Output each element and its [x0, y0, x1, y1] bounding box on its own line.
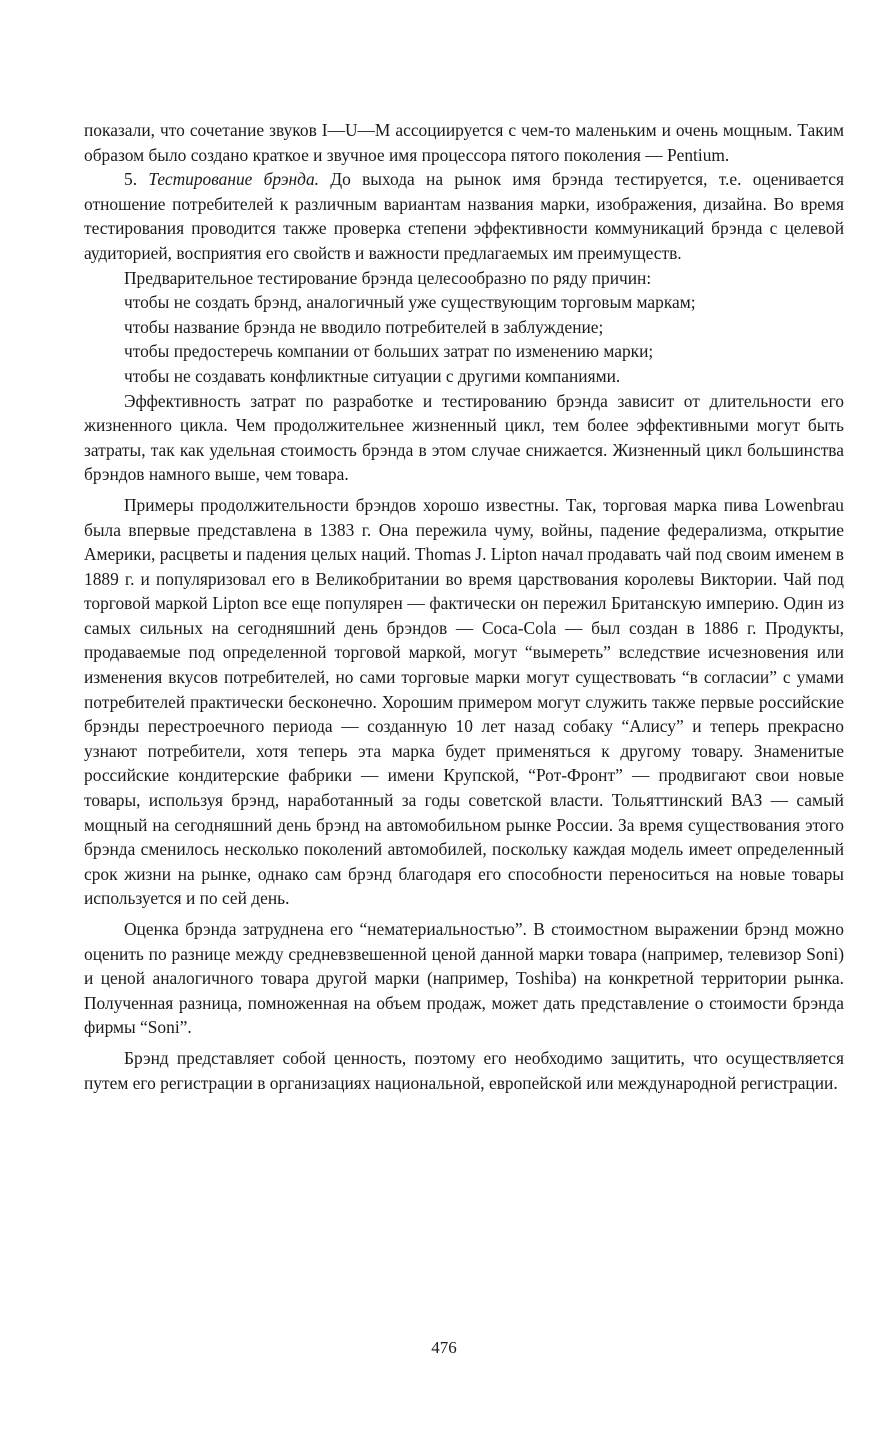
section-body: До выхода на рынок имя брэнда тестируется, т.е. оценивается отношение потребителей к различным вариантам названия марки, изображения, дизайна. Во время тестирования проводится также проверка степени эффективности коммуникаций брэнда с целевой аудиторией, восприятия его свойств и важности предлагаемых им преимуществ. — [84, 169, 844, 263]
paragraph-brand-longevity: Примеры продолжительности брэндов хорошо известны. Так, торговая марка пива Lowenbrau была впервые представлена в 1383 г. Она пережила чуму, войны, падение федерализма, открытие Америки, расцветы и падения целых наций. Thomas J. Lipton начал продавать чай под своим именем в 1889 г. и популяризовал его в Великобритании во время царствования королевы Виктории. Чай под торговой маркой Lipton все еще популярен — фактически он пережил Британскую империю. Один из самых сильных на сегодняшний день брэндов — Coca-Cola — был создан в 1886 г. Продукты, продаваемые под определенной торговой маркой, могут “вымереть” вследствие исчезновения или изменения вкусов потребителей, но сами торговые марки могут существовать “в согласии” с умами потребителей практически бесконечно. Хорошим примером могут служить также первые российские брэнды перестроечного периода — созданную 10 лет назад собаку “Алису” и теперь прекрасно узнают потребители, хотя теперь эта марка будет применяться к другому товару. Знаменитые российские кондитерские фабрики — имени Крупской, “Рот-Фронт” — продвигают свои новые товары, используя брэнд, наработанный за годы советской власти. Тольяттинский ВАЗ — самый мощный на сегодняшний день брэнд на автомобильном рынке России. За время существования этого брэнда сменилось несколько поколений автомобилей, поскольку каждая модель имеет определенный срок жизни на рынке, однако сам брэнд благодаря его способности переноситься на новые товары используется и по сей день. — [84, 494, 844, 909]
page-body — [84, 118, 844, 1095]
reason-item: чтобы не создавать конфликтные ситуации с другими компаниями. — [124, 365, 621, 386]
paragraph-continuation: показали, что сочетание звуков I—U—M ассоциируется с чем-то маленьким и очень мощным. Таким образом было создано краткое и звучное имя процессора пятого поколения — Pentium. — [84, 120, 844, 165]
paragraph-brand-protection: Брэнд представляет собой ценность, поэтому его необходимо защитить, что осуществляется путем его регистрации в организациях национальной, европейской или международной регистрации. — [84, 1047, 844, 1093]
paragraph-efficiency: Эффективность затрат по разработке и тестированию брэнда зависит от длительности его жизненного цикла. Чем продолжительнее жизненный цикл, тем более эффективными могут быть затраты, так как удельная стоимость брэнда в этом случае снижается. Жизненный цикл большинства брэндов намного выше, чем товара. — [84, 390, 844, 485]
reason-item: чтобы название брэнда не вводило потребителей в заблуждение; — [124, 316, 604, 337]
section-heading: Тестирование брэнда. — [148, 169, 319, 190]
paragraph-brand-testing — [84, 167, 844, 265]
reason-item: чтобы не создать брэнд, аналогичный уже существующим торговым маркам; — [124, 292, 696, 313]
paragraph-brand-valuation: Оценка брэнда затруднена его “нематериальностью”. В стоимостном выражении брэнд можно оценить по разнице между средневзвешенной ценой данной марки товара (например, телевизор Soni) и ценой аналогичного товара другой марки (например, Toshiba) на конкретной территории рынка. Полученная разница, помноженная на объем продаж, может дать представление о стоимости брэнда фирмы “Soni”. — [84, 919, 844, 1038]
reasons-intro: Предварительное тестирование брэнда целесообразно по ряду причин: — [124, 267, 652, 288]
page-number: 476 — [431, 1338, 457, 1357]
section-number: 5. — [124, 169, 149, 190]
reason-item: чтобы предостеречь компании от больших затрат по изменению марки; — [124, 341, 654, 362]
